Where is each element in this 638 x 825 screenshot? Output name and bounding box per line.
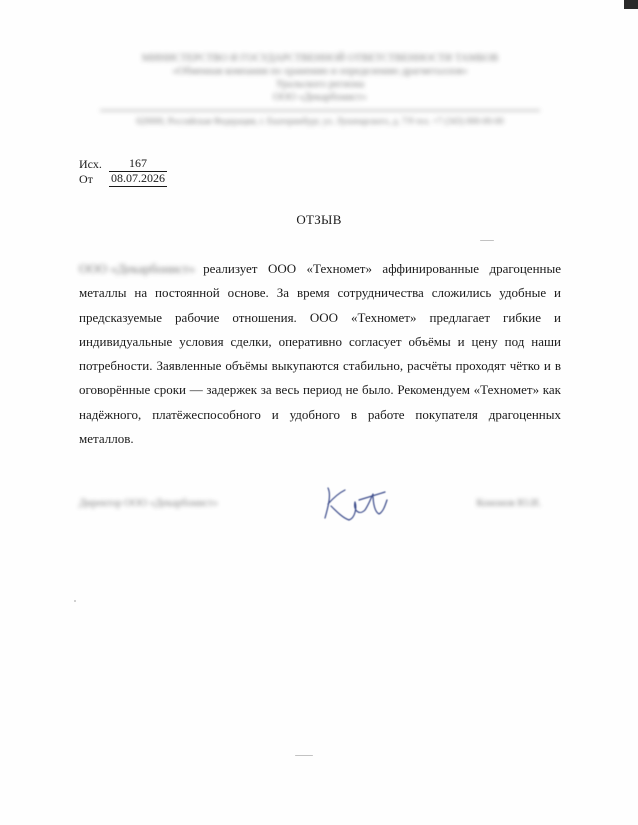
reference-number-label: Исх. [79, 157, 102, 171]
letterhead-address: 620000, Российская Федерация, г. Екатеринбург, ул. Луначарского, д. 7/9 тел. +7 (343) 000-00-00 [136, 116, 504, 126]
scan-speck [480, 240, 494, 241]
letterhead-line: МИНИСТЕРСТВО И ГОСУДАРСТВЕННОЙ ОТВЕТСТВЕННОСТИ ТАМБОВ [141, 53, 499, 64]
document-title: ОТЗЫВ [296, 212, 342, 227]
scan-corner-mark [624, 0, 638, 9]
body-paragraph: реализует ООО «Техномет» аффинированные драгоценные металлы на постоянной основе. За время сотрудничества сложились удобные и предсказуемые рабочие отношения. ООО «Техномет» предлагает гибкие и индивидуальные условия сделки, оперативно согласует объёмы и цену под наши потребности. Заявленные объёмы выкупаются стабильно, расчёты проходят чётко и в оговорённые сроки — задержек за весь период не было. Рекомендуем «Техномет» как надёжного, платёжеспособного и удобного в работе покупателя драгоценных металлов. [79, 261, 561, 447]
redacted-company-name: ООО «Декарбонист» [79, 261, 196, 276]
letterhead-divider [100, 110, 540, 111]
document-body [79, 257, 561, 451]
signature-block [79, 488, 549, 528]
reference-date-label: От [79, 172, 93, 186]
scan-speck [74, 600, 76, 602]
reference-date-row [79, 172, 167, 187]
letterhead-line: ООО «Декарбонист» [273, 92, 367, 103]
reference-date-value: 08.07.2026 [111, 171, 165, 185]
reference-block [79, 157, 167, 187]
reference-number-row [79, 157, 167, 172]
signatory-position: Директор ООО «Декарбонист» [79, 498, 218, 509]
reference-number-value: 167 [109, 157, 167, 172]
signatory-name: Кононов Ю.И. [476, 498, 541, 509]
letterhead-line: Уральского региона [275, 79, 365, 90]
scan-speck [295, 755, 313, 756]
letterhead-line: «Обменная компания по хранению и определению драгметаллов» [172, 66, 468, 77]
handwritten-signature [315, 482, 395, 526]
letterhead [100, 52, 540, 128]
